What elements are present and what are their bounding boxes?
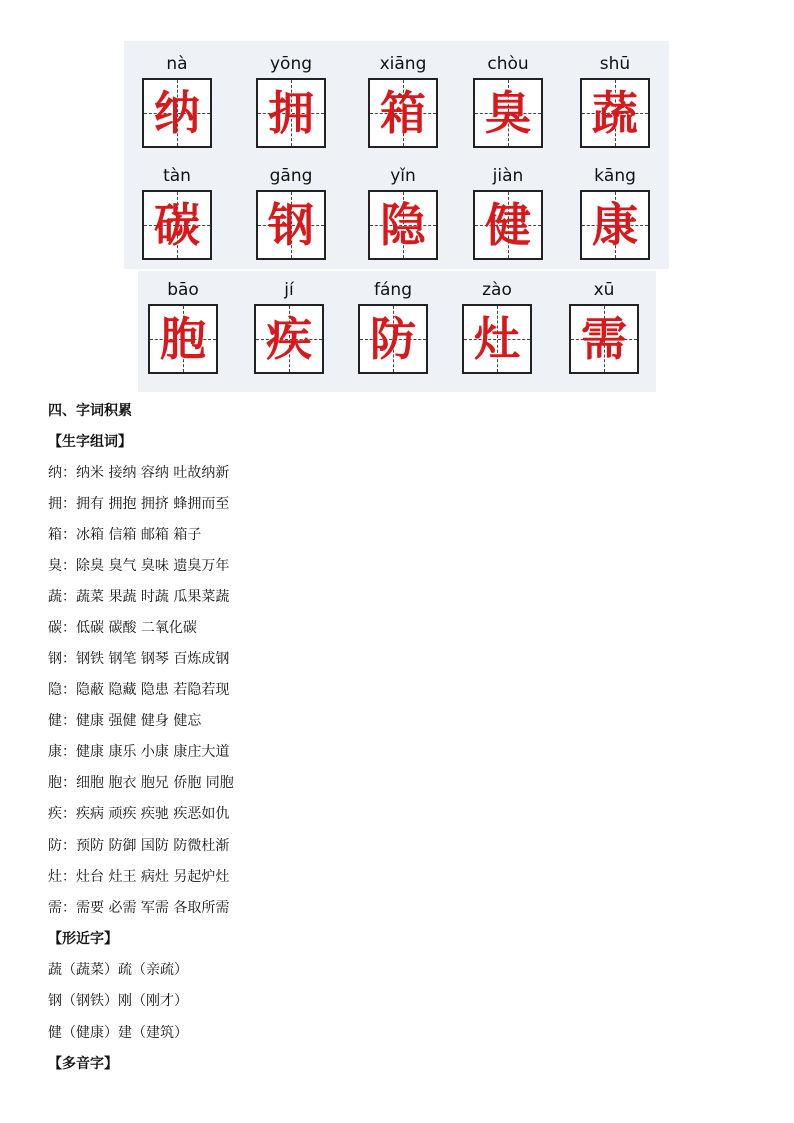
pinyin-label: bāo bbox=[167, 280, 199, 300]
pinyin-label: zào bbox=[482, 280, 512, 300]
polyphonic-heading: 【多音字】 bbox=[48, 1056, 118, 1072]
pinyin-label: xū bbox=[593, 280, 615, 300]
word-group-line: 灶：灶台 灶王 病灶 另起炉灶 bbox=[48, 869, 230, 885]
hanzi: 需 bbox=[581, 312, 627, 366]
hanzi: 拥 bbox=[268, 86, 314, 140]
word-group-line: 拥：拥有 拥抱 拥挤 蜂拥而至 bbox=[48, 496, 230, 512]
section-title: 四、字词积累 bbox=[48, 403, 132, 419]
tianzige-box bbox=[580, 78, 650, 148]
similar-chars-line: 蔬（蔬菜）疏（亲疏） bbox=[48, 962, 188, 978]
pinyin-label: tàn bbox=[163, 166, 191, 186]
hanzi: 钢 bbox=[268, 198, 314, 252]
tianzige-box bbox=[368, 190, 438, 260]
word-group-line: 蔬：蔬菜 果蔬 时蔬 瓜果菜蔬 bbox=[48, 589, 230, 605]
tianzige-box bbox=[368, 78, 438, 148]
character-panel-bottom bbox=[138, 271, 656, 392]
word-group-line: 健：健康 强健 健身 健忘 bbox=[48, 713, 202, 729]
word-group-line: 钢：钢铁 钢笔 钢琴 百炼成钢 bbox=[48, 651, 230, 667]
hanzi: 疾 bbox=[266, 312, 312, 366]
tianzige-box bbox=[256, 78, 326, 148]
hanzi: 隐 bbox=[380, 198, 426, 252]
tianzige-box bbox=[142, 78, 212, 148]
word-group-line: 防：预防 防御 国防 防微杜渐 bbox=[48, 838, 230, 854]
tianzige-box bbox=[473, 190, 543, 260]
word-group-line: 臭：除臭 臭气 臭味 遗臭万年 bbox=[48, 558, 230, 574]
tianzige-box bbox=[148, 304, 218, 374]
tianzige-box bbox=[358, 304, 428, 374]
word-groups-heading: 【生字组词】 bbox=[48, 434, 132, 450]
hanzi: 碳 bbox=[154, 198, 200, 252]
character-panel-top bbox=[124, 41, 669, 269]
hanzi: 纳 bbox=[154, 86, 200, 140]
pinyin-label: fáng bbox=[374, 280, 412, 300]
pinyin-label: xiāng bbox=[379, 54, 427, 74]
pinyin-label: shū bbox=[599, 54, 631, 74]
tianzige-box bbox=[142, 190, 212, 260]
hanzi: 臭 bbox=[485, 86, 531, 140]
hanzi: 箱 bbox=[380, 86, 426, 140]
similar-chars-heading: 【形近字】 bbox=[48, 931, 118, 947]
pinyin-label: gāng bbox=[269, 166, 313, 186]
pinyin-label: jiàn bbox=[492, 166, 524, 186]
pinyin-label: kāng bbox=[594, 166, 636, 186]
hanzi: 灶 bbox=[474, 312, 520, 366]
similar-chars-line: 钢（钢铁）刚（刚才） bbox=[48, 993, 188, 1009]
word-group-line: 纳：纳米 接纳 容纳 吐故纳新 bbox=[48, 465, 230, 481]
pinyin-label: chòu bbox=[487, 54, 529, 74]
tianzige-box bbox=[256, 190, 326, 260]
pinyin-label: jí bbox=[284, 280, 294, 300]
hanzi: 防 bbox=[370, 312, 416, 366]
tianzige-box bbox=[580, 190, 650, 260]
word-group-line: 疾：疾病 顽疾 疾驰 疾恶如仇 bbox=[48, 806, 230, 822]
hanzi: 康 bbox=[592, 198, 638, 252]
word-group-line: 康：健康 康乐 小康 康庄大道 bbox=[48, 744, 230, 760]
pinyin-label: yǐn bbox=[390, 166, 416, 186]
hanzi: 蔬 bbox=[592, 86, 638, 140]
pinyin-label: yōng bbox=[269, 54, 313, 74]
hanzi: 健 bbox=[485, 198, 531, 252]
tianzige-box bbox=[254, 304, 324, 374]
similar-chars-line: 健（健康）建（建筑） bbox=[48, 1025, 188, 1041]
hanzi: 胞 bbox=[160, 312, 206, 366]
tianzige-box bbox=[473, 78, 543, 148]
pinyin-label: nà bbox=[166, 54, 188, 74]
tianzige-box bbox=[569, 304, 639, 374]
word-group-line: 碳：低碳 碳酸 二氧化碳 bbox=[48, 620, 197, 636]
word-group-line: 隐：隐蔽 隐藏 隐患 若隐若现 bbox=[48, 682, 230, 698]
word-group-line: 需：需要 必需 军需 各取所需 bbox=[48, 900, 230, 916]
tianzige-box bbox=[462, 304, 532, 374]
word-group-line: 胞：细胞 胞衣 胞兄 侨胞 同胞 bbox=[48, 775, 234, 791]
word-group-line: 箱：冰箱 信箱 邮箱 箱子 bbox=[48, 527, 202, 543]
